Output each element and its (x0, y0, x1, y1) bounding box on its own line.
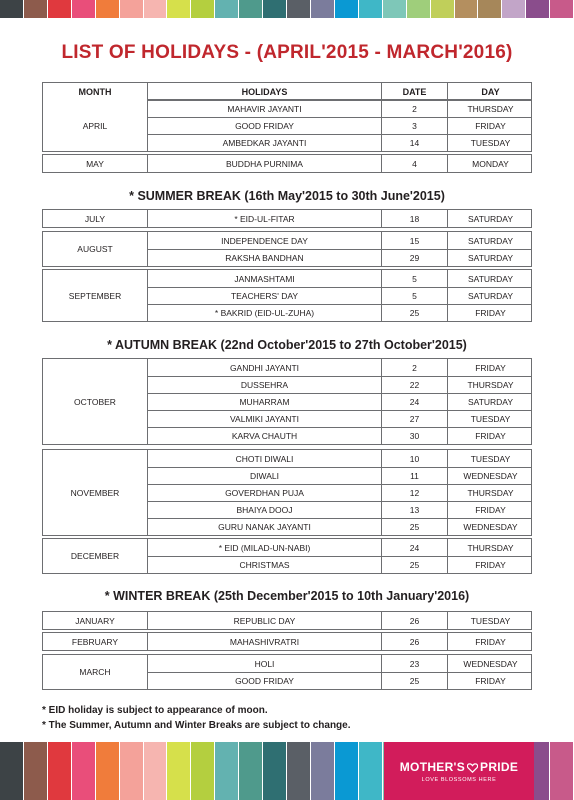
column-holidays-header: HOLIDAYS (147, 83, 381, 100)
month-cell: OCTOBER (43, 359, 147, 444)
color-stripe (311, 742, 335, 800)
date-cell: 24 (381, 539, 447, 556)
date-cell: 5 (381, 270, 447, 287)
holiday-cell: JANMASHTAMI (147, 270, 381, 287)
color-stripe (335, 742, 359, 800)
date-cell: 4 (381, 155, 447, 172)
date-cell: 29 (381, 250, 447, 266)
color-stripe (239, 0, 263, 18)
date-cell: 14 (381, 135, 447, 151)
brand-name-right: PRIDE (480, 759, 519, 774)
holiday-cell: KARVA CHAUTH (147, 428, 381, 444)
holiday-cell: * EID-UL-FITAR (147, 210, 381, 227)
day-cell: FRIDAY (447, 673, 533, 689)
holiday-cell: MUHARRAM (147, 394, 381, 410)
holiday-cell: HOLI (147, 655, 381, 672)
month-group-may (42, 154, 532, 173)
month-cell: DECEMBER (43, 539, 147, 573)
footnote-breaks: * The Summer, Autumn and Winter Breaks are subject to change. (42, 720, 351, 731)
holiday-cell: GANDHI JAYANTI (147, 359, 381, 376)
color-stripe (48, 0, 72, 18)
heart-icon (467, 762, 478, 772)
winter-break-heading: * WINTER BREAK (25th December'2015 to 10th January'2016) (104, 589, 470, 603)
page-title: LIST OF HOLIDAYS - (APRIL'2015 - MARCH'2016) (61, 42, 513, 63)
day-cell: FRIDAY (447, 305, 533, 321)
day-cell: SATURDAY (447, 250, 533, 266)
color-stripe (0, 742, 24, 800)
date-cell: 3 (381, 118, 447, 134)
top-stripe-bar (0, 0, 574, 18)
color-stripe (144, 0, 168, 18)
color-stripe (167, 742, 191, 800)
color-stripe (167, 0, 191, 18)
autumn-break-heading: * AUTUMN BREAK (22nd October'2015 to 27th October'2015) (107, 338, 467, 352)
color-stripe (550, 0, 574, 18)
color-stripe (191, 742, 215, 800)
color-stripe (0, 0, 24, 18)
month-cell: FEBRUARY (43, 633, 147, 650)
holiday-cell: RAKSHA BANDHAN (147, 250, 381, 266)
day-cell: FRIDAY (447, 428, 533, 444)
date-cell: 2 (381, 100, 447, 117)
date-cell: 25 (381, 673, 447, 689)
footnotes (42, 703, 351, 733)
month-group-december (42, 538, 532, 574)
color-stripe (335, 0, 359, 18)
month-cell: MAY (43, 155, 147, 172)
month-group-february (42, 632, 532, 651)
color-stripe (96, 742, 120, 800)
day-cell: SATURDAY (447, 210, 533, 227)
day-cell: MONDAY (447, 155, 533, 172)
date-cell: 2 (381, 359, 447, 376)
day-cell: THURSDAY (447, 485, 533, 501)
color-stripe (120, 0, 144, 18)
day-cell: WEDNESDAY (447, 655, 533, 672)
holiday-cell: GOOD FRIDAY (147, 673, 381, 689)
color-stripe (287, 0, 311, 18)
date-cell: 13 (381, 502, 447, 518)
date-cell: 15 (381, 232, 447, 249)
holiday-cell: MAHAVIR JAYANTI (147, 100, 381, 117)
column-month-header: MONTH (43, 83, 147, 100)
brand-name (400, 760, 518, 774)
color-stripe (359, 742, 383, 800)
date-cell: 26 (381, 612, 447, 629)
color-stripe (526, 0, 550, 18)
column-day-header: DAY (447, 83, 533, 100)
day-cell: FRIDAY (447, 633, 533, 650)
color-stripe (24, 742, 48, 800)
holiday-cell: DUSSEHRA (147, 377, 381, 393)
color-stripe (120, 742, 144, 800)
day-cell: THURSDAY (447, 100, 533, 117)
month-group-january (42, 611, 532, 630)
month-cell: JULY (43, 210, 147, 227)
holiday-cell: BUDDHA PURNIMA (147, 155, 381, 172)
month-cell: SEPTEMBER (43, 270, 147, 321)
holiday-cell: INDEPENDENCE DAY (147, 232, 381, 249)
color-stripe (239, 742, 263, 800)
day-cell: SATURDAY (447, 288, 533, 304)
color-stripe (96, 0, 120, 18)
day-cell: SATURDAY (447, 232, 533, 249)
holiday-cell: GOOD FRIDAY (147, 118, 381, 134)
day-cell: TUESDAY (447, 450, 533, 467)
column-date-header: DATE (381, 83, 447, 100)
table-header (43, 83, 531, 100)
day-cell: THURSDAY (447, 539, 533, 556)
date-cell: 24 (381, 394, 447, 410)
brand-tagline: LOVE BLOSSOMS HERE (421, 776, 497, 783)
month-cell: NOVEMBER (43, 450, 147, 535)
holiday-cell: REPUBLIC DAY (147, 612, 381, 629)
holiday-cell: CHRISTMAS (147, 557, 381, 573)
month-group-july (42, 209, 532, 228)
month-group-august (42, 231, 532, 267)
color-stripe (550, 742, 574, 800)
color-stripe (215, 0, 239, 18)
color-stripe (191, 0, 215, 18)
month-group-april (42, 99, 532, 152)
date-cell: 27 (381, 411, 447, 427)
date-cell: 30 (381, 428, 447, 444)
date-cell: 25 (381, 305, 447, 321)
date-cell: 5 (381, 288, 447, 304)
color-stripe (455, 0, 479, 18)
holiday-cell: AMBEDKAR JAYANTI (147, 135, 381, 151)
holiday-cell: * BAKRID (EID-UL-ZUHA) (147, 305, 381, 321)
footnote-eid: * EID holiday is subject to appearance of moon. (42, 705, 268, 716)
color-stripe (431, 0, 455, 18)
brand-name-left: MOTHER'S (399, 759, 466, 774)
color-stripe (72, 742, 96, 800)
date-cell: 23 (381, 655, 447, 672)
date-cell: 26 (381, 633, 447, 650)
month-cell: APRIL (43, 100, 147, 151)
month-cell: AUGUST (43, 232, 147, 266)
date-cell: 12 (381, 485, 447, 501)
holiday-cell: MAHASHIVRATRI (147, 633, 381, 650)
day-cell: SATURDAY (447, 394, 533, 410)
color-stripe (502, 0, 526, 18)
day-cell: FRIDAY (447, 502, 533, 518)
date-cell: 10 (381, 450, 447, 467)
month-group-march (42, 654, 532, 690)
holiday-cell: BHAIYA DOOJ (147, 502, 381, 518)
day-cell: SATURDAY (447, 270, 533, 287)
color-stripe (478, 0, 502, 18)
color-stripe (72, 0, 96, 18)
color-stripe (407, 0, 431, 18)
day-cell: TUESDAY (447, 411, 533, 427)
month-group-october (42, 358, 532, 445)
date-cell: 22 (381, 377, 447, 393)
date-cell: 25 (381, 557, 447, 573)
day-cell: FRIDAY (447, 118, 533, 134)
color-stripe (24, 0, 48, 18)
month-group-november (42, 449, 532, 536)
color-stripe (359, 0, 383, 18)
day-cell: TUESDAY (447, 135, 533, 151)
color-stripe (287, 742, 311, 800)
date-cell: 11 (381, 468, 447, 484)
color-stripe (311, 0, 335, 18)
day-cell: THURSDAY (447, 377, 533, 393)
day-cell: TUESDAY (447, 612, 533, 629)
color-stripe (383, 0, 407, 18)
holiday-cell: GOVERDHAN PUJA (147, 485, 381, 501)
holiday-cell: * EID (MILAD-UN-NABI) (147, 539, 381, 556)
color-stripe (263, 0, 287, 18)
color-stripe (48, 742, 72, 800)
color-stripe (144, 742, 168, 800)
holiday-cell: TEACHERS' DAY (147, 288, 381, 304)
month-group-september (42, 269, 532, 322)
date-cell: 18 (381, 210, 447, 227)
date-cell: 25 (381, 519, 447, 535)
day-cell: WEDNESDAY (447, 468, 533, 484)
day-cell: FRIDAY (447, 359, 533, 376)
summer-break-heading: * SUMMER BREAK (16th May'2015 to 30th June'2015) (129, 189, 445, 203)
month-cell: JANUARY (43, 612, 147, 629)
holiday-cell: CHOTI DIWALI (147, 450, 381, 467)
month-cell: MARCH (43, 655, 147, 689)
color-stripe (263, 742, 287, 800)
holiday-cell: VALMIKI JAYANTI (147, 411, 381, 427)
day-cell: WEDNESDAY (447, 519, 533, 535)
color-stripe (215, 742, 239, 800)
holiday-cell: GURU NANAK JAYANTI (147, 519, 381, 535)
holiday-cell: DIWALI (147, 468, 381, 484)
day-cell: FRIDAY (447, 557, 533, 573)
brand-logo (384, 742, 534, 800)
